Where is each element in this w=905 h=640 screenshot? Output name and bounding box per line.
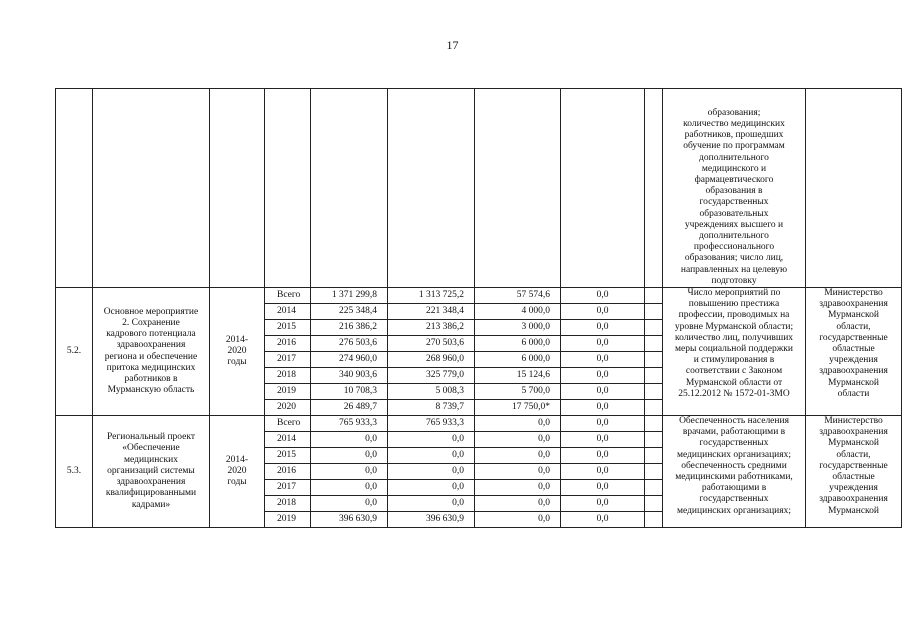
total-cell: 0,0 (311, 496, 388, 512)
text-line: Мурманской (828, 377, 879, 388)
row-number: 5.2. (56, 288, 93, 416)
text-line: Мурманской (828, 438, 879, 449)
cell-total (311, 89, 388, 288)
total-cell: 276 503,6 (311, 336, 388, 352)
text-line: годы (227, 357, 247, 368)
text-line: областные (832, 472, 875, 483)
spacer-cell (645, 384, 663, 400)
text-line: квалифицированными (105, 488, 197, 499)
text-line: образования; число лиц, (684, 253, 784, 264)
total-cell: 0,0 (311, 480, 388, 496)
text-line: здравоохранения (819, 494, 888, 505)
text-line: учреждения (829, 483, 878, 494)
text-line: 2020 (227, 345, 247, 356)
cell-spacer (645, 89, 663, 288)
text-line: Мурманской области от (685, 377, 783, 388)
regional-cell: 0,0 (388, 448, 475, 464)
regional-cell: 0,0 (388, 496, 475, 512)
regional-cell: 221 348,4 (388, 304, 475, 320)
other-cell: 0,0 (561, 304, 645, 320)
text-line: области, (836, 321, 871, 332)
federal-cell: 15 124,6 (475, 368, 561, 384)
spacer-cell (645, 432, 663, 448)
text-line: Региональный проект (106, 432, 196, 443)
text-line: областные (832, 344, 875, 355)
text-line: Министерство (824, 416, 883, 426)
text-line: и стимулирования в (693, 355, 775, 366)
text-line: медицинских (124, 454, 178, 465)
year-cell: 2019 (265, 384, 311, 400)
continued-row (56, 89, 902, 288)
other-cell: 0,0 (561, 416, 645, 432)
text-line: работников в (124, 373, 178, 384)
text-line: уровне Мурманской области; (674, 321, 794, 332)
text-line: дополнительного (699, 152, 769, 163)
text-line: организаций системы (107, 465, 195, 476)
total-cell: 274 960,0 (311, 352, 388, 368)
text-line: 2014- (225, 454, 249, 465)
regional-cell: 270 503,6 (388, 336, 475, 352)
spacer-cell (645, 448, 663, 464)
regional-cell: 0,0 (388, 432, 475, 448)
text-line: Мурманскую область (107, 385, 195, 396)
text-line: региона и обеспечение (104, 351, 198, 362)
other-cell: 0,0 (561, 320, 645, 336)
total-cell: 10 708,3 (311, 384, 388, 400)
text-line: фармацевтического (694, 174, 774, 185)
text-line: количество медицинских (683, 118, 785, 129)
regional-cell: 1 313 725,2 (388, 288, 475, 304)
text-line: 2. Сохранение (122, 317, 180, 328)
federal-cell: 0,0 (475, 448, 561, 464)
other-cell: 0,0 (561, 496, 645, 512)
regional-cell: 325 779,0 (388, 368, 475, 384)
spacer-cell (645, 288, 663, 304)
year-cell: 2019 (265, 512, 311, 528)
text-line: «Обеспечение (122, 443, 180, 454)
year-cell: 2020 (265, 400, 311, 416)
text-line: Обеспеченность населения (679, 416, 789, 426)
regional-cell: 765 933,3 (388, 416, 475, 432)
text-line: соответствии с Законом (685, 366, 783, 377)
text-line: обучение по программам (683, 141, 785, 152)
federal-cell: 0,0 (475, 512, 561, 528)
federal-cell: 4 000,0 (475, 304, 561, 320)
text-line: образования в (705, 186, 763, 197)
text-line: государственные (819, 460, 888, 471)
cell-regional (388, 89, 475, 288)
federal-cell: 0,0 (475, 432, 561, 448)
federal-cell: 17 750,0* (475, 400, 561, 416)
text-line: здравоохранения (116, 340, 186, 351)
text-line: Министерство (824, 288, 883, 298)
total-cell: 0,0 (311, 432, 388, 448)
text-line: Мурманской (828, 310, 879, 321)
text-line: кадрами» (131, 499, 171, 510)
text-line: здравоохранения (819, 366, 888, 377)
total-cell: 216 386,2 (311, 320, 388, 336)
text-line: профессии, проводимых на (678, 310, 790, 321)
federal-cell: 6 000,0 (475, 352, 561, 368)
other-cell: 0,0 (561, 400, 645, 416)
total-cell: 26 489,7 (311, 400, 388, 416)
total-cell: 396 630,9 (311, 512, 388, 528)
text-line: направленных на целевую (680, 264, 788, 275)
text-line: учреждения (829, 355, 878, 366)
federal-cell: 0,0 (475, 464, 561, 480)
regional-cell: 0,0 (388, 464, 475, 480)
federal-cell: 5 700,0 (475, 384, 561, 400)
text-line: работников, прошедших (684, 130, 784, 141)
text-line: Основное мероприятие (103, 306, 199, 317)
spacer-cell (645, 304, 663, 320)
text-line: годы (227, 477, 247, 488)
year-cell: 2015 (265, 448, 311, 464)
program-table (55, 88, 902, 528)
other-cell: 0,0 (561, 368, 645, 384)
other-cell: 0,0 (561, 512, 645, 528)
executor-text (806, 416, 902, 528)
spacer-cell (645, 400, 663, 416)
other-cell: 0,0 (561, 352, 645, 368)
text-line: здравоохранения (116, 477, 186, 488)
regional-cell: 268 960,0 (388, 352, 475, 368)
spacer-cell (645, 320, 663, 336)
table-body (56, 89, 902, 528)
text-line: государственных (699, 438, 769, 449)
total-cell: 765 933,3 (311, 416, 388, 432)
other-cell: 0,0 (561, 336, 645, 352)
activity-period (210, 288, 265, 416)
spacer-cell (645, 512, 663, 528)
indicator-text (663, 288, 806, 416)
table-row (56, 288, 902, 304)
text-line: здравоохранения (819, 427, 888, 438)
text-line: 2020 (227, 465, 247, 476)
text-line: государственные (819, 332, 888, 343)
cell-executor (806, 89, 902, 288)
text-line: медицинских организациях; (677, 505, 791, 516)
text-line: кадрового потенциала (106, 329, 196, 340)
regional-cell: 0,0 (388, 480, 475, 496)
cell-federal (475, 89, 561, 288)
text-line: учреждениях высшего и (684, 219, 784, 230)
text-line: государственных (699, 197, 769, 208)
text-line: образования; (707, 107, 761, 118)
spacer-cell (645, 336, 663, 352)
total-cell: 0,0 (311, 448, 388, 464)
text-line: 2014- (225, 334, 249, 345)
activity-name (93, 288, 210, 416)
text-line: притока медицинских (106, 362, 196, 373)
year-cell: 2015 (265, 320, 311, 336)
cell-year (265, 89, 311, 288)
text-line: Число мероприятий по (687, 288, 781, 298)
table-row (56, 416, 902, 432)
regional-cell: 5 008,3 (388, 384, 475, 400)
federal-cell: 3 000,0 (475, 320, 561, 336)
text-line: работающими в (701, 483, 767, 494)
text-line: дополнительного (699, 230, 769, 241)
cell-number (56, 89, 93, 288)
text-line: здравоохранения (819, 299, 888, 310)
year-cell: 2014 (265, 304, 311, 320)
text-line: повышению престижа (688, 299, 780, 310)
text-line: подготовку (711, 275, 757, 286)
text-line: медицинских организациях; (677, 449, 791, 460)
other-cell: 0,0 (561, 464, 645, 480)
text-line: медицинскими работниками, (675, 472, 793, 483)
indicator-text (663, 416, 806, 528)
cell-name (93, 89, 210, 288)
year-cell: Всего (265, 416, 311, 432)
regional-cell: 213 386,2 (388, 320, 475, 336)
regional-cell: 8 739,7 (388, 400, 475, 416)
executor-text (806, 288, 902, 416)
spacer-cell (645, 496, 663, 512)
activity-period (210, 416, 265, 528)
activity-name (93, 416, 210, 528)
year-cell: 2017 (265, 352, 311, 368)
text-line: области, (836, 449, 871, 460)
cell-period (210, 89, 265, 288)
text-line: профессионального (693, 242, 775, 253)
federal-cell: 0,0 (475, 480, 561, 496)
spacer-cell (645, 352, 663, 368)
year-cell: 2014 (265, 432, 311, 448)
text-line: государственных (699, 494, 769, 505)
spacer-cell (645, 368, 663, 384)
spacer-cell (645, 480, 663, 496)
cell-other (561, 89, 645, 288)
other-cell: 0,0 (561, 288, 645, 304)
other-cell: 0,0 (561, 480, 645, 496)
regional-cell: 396 630,9 (388, 512, 475, 528)
text-line: количество лиц, получивших (674, 332, 794, 343)
other-cell: 0,0 (561, 384, 645, 400)
total-cell: 225 348,4 (311, 304, 388, 320)
year-cell: 2016 (265, 336, 311, 352)
text-line: меры социальной поддержки (675, 344, 793, 355)
spacer-cell (645, 464, 663, 480)
row-number: 5.3. (56, 416, 93, 528)
federal-cell: 0,0 (475, 416, 561, 432)
year-cell: Всего (265, 288, 311, 304)
text-line: 25.12.2012 № 1572-01-ЗМО (678, 388, 790, 399)
text-line: Мурманской (828, 505, 879, 516)
text-line: образовательных (699, 208, 769, 219)
other-cell: 0,0 (561, 448, 645, 464)
text-line: медицинского и (701, 163, 767, 174)
continued-indicator (663, 89, 806, 288)
year-cell: 2016 (265, 464, 311, 480)
text-line: обеспеченность средними (681, 460, 787, 471)
spacer-cell (645, 416, 663, 432)
federal-cell: 0,0 (475, 496, 561, 512)
page-number: 17 (446, 38, 459, 52)
total-cell: 0,0 (311, 464, 388, 480)
year-cell: 2018 (265, 496, 311, 512)
total-cell: 340 903,6 (311, 368, 388, 384)
text-line: области (837, 388, 870, 399)
text-line: врачами, работающими в (682, 427, 786, 438)
year-cell: 2017 (265, 480, 311, 496)
total-cell: 1 371 299,8 (311, 288, 388, 304)
federal-cell: 57 574,6 (475, 288, 561, 304)
year-cell: 2018 (265, 368, 311, 384)
other-cell: 0,0 (561, 432, 645, 448)
federal-cell: 6 000,0 (475, 336, 561, 352)
